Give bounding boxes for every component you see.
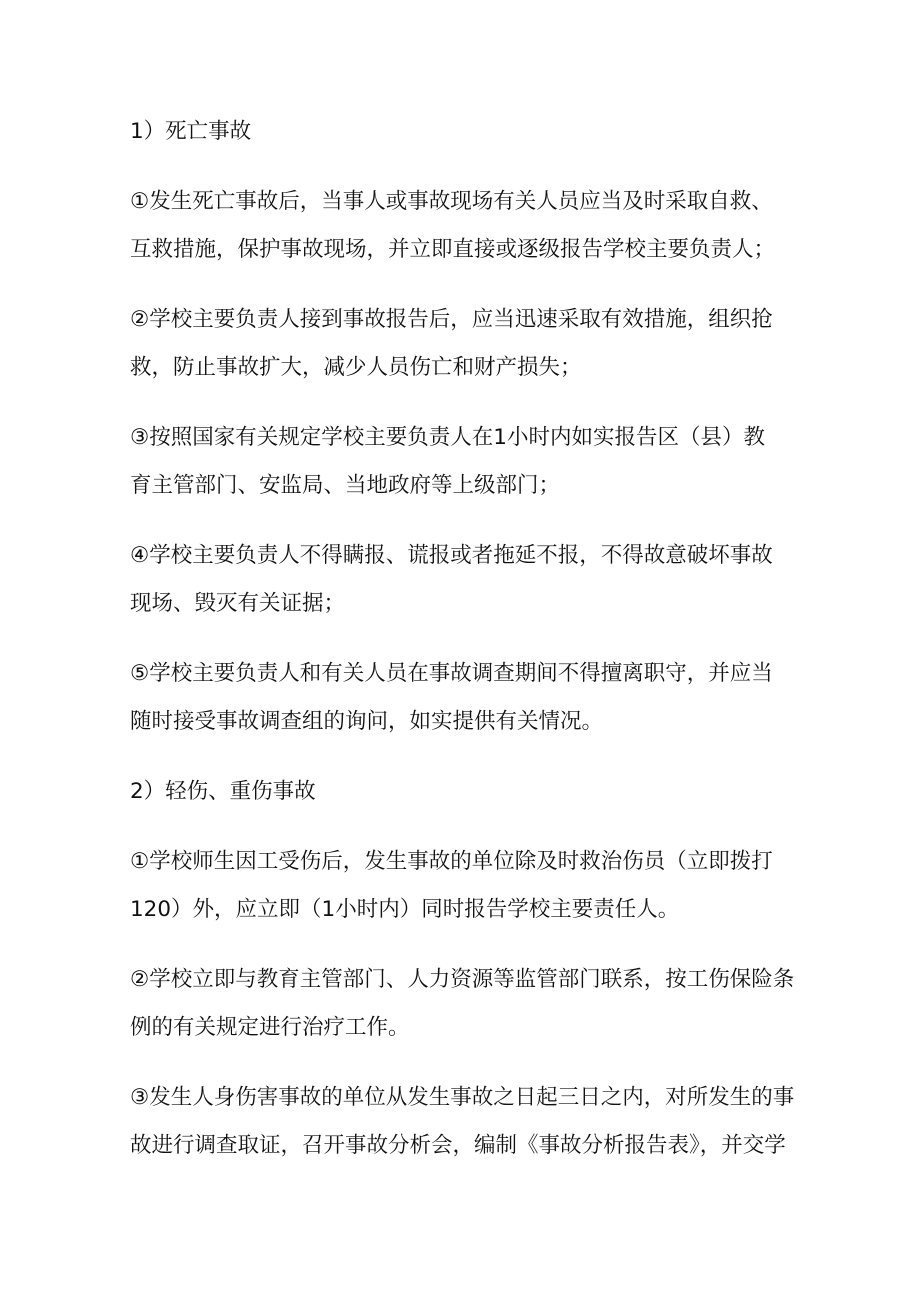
paragraph-line: 救，防止事故扩大，减少人员伤亡和财产损失； xyxy=(130,355,582,380)
paragraph-line: ⑤学校主要负责人和有关人员在事故调查期间不得擅离职守，并应当 xyxy=(130,661,773,686)
paragraph-line: 现场、毁灭有关证据； xyxy=(130,591,346,616)
paragraph-fatal-3 xyxy=(130,414,795,510)
paragraph-line: ④学校主要负责人不得瞒报、谎报或者拖延不报，不得故意破坏事故 xyxy=(130,543,773,568)
paragraph-line: ③发生人身伤害事故的单位从发生事故之日起三日之内，对所发生的事 xyxy=(130,1085,795,1110)
paragraph-line: ②学校主要负责人接到事故报告后，应当迅速采取有效措施，组织抢 xyxy=(130,307,773,332)
document-body xyxy=(130,108,795,1192)
paragraph-injury-3 xyxy=(130,1074,795,1170)
paragraph-line: ②学校立即与教育主管部门、人力资源等监管部门联系，按工伤保险条 xyxy=(130,967,795,992)
paragraph-line: ③按照国家有关规定学校主要负责人在1小时内如实报告区（县）教 xyxy=(130,425,765,450)
paragraph-injury-2 xyxy=(130,956,795,1052)
section-heading-fatal-accident: 1）死亡事故 xyxy=(130,119,252,144)
paragraph-fatal-1 xyxy=(130,178,795,274)
paragraph-line: 120）外，应立即（1小时内）同时报告学校主要责任人。 xyxy=(130,897,680,922)
paragraph-fatal-2 xyxy=(130,296,795,392)
paragraph-line: 育主管部门、安监局、当地政府等上级部门； xyxy=(130,473,561,498)
paragraph-line: 故进行调查取证，召开事故分析会，编制《事故分析报告表》，并交学 xyxy=(130,1133,786,1158)
paragraph-line: ①学校师生因工受伤后，发生事故的单位除及时救治伤员（立即拨打 xyxy=(130,849,773,874)
paragraph-line: ①发生死亡事故后，当事人或事故现场有关人员应当及时采取自救、 xyxy=(130,189,773,214)
section-heading-injury-accident: 2）轻伤、重伤事故 xyxy=(130,779,316,804)
paragraph-fatal-4 xyxy=(130,532,795,628)
paragraph-line: 例的有关规定进行治疗工作。 xyxy=(130,1015,410,1040)
paragraph-injury-1 xyxy=(130,838,795,934)
paragraph-fatal-5 xyxy=(130,650,795,746)
paragraph-line: 互救措施，保护事故现场，并立即直接或逐级报告学校主要负责人； xyxy=(130,237,776,262)
paragraph-line: 随时接受事故调查组的询问，如实提供有关情况。 xyxy=(130,709,604,734)
